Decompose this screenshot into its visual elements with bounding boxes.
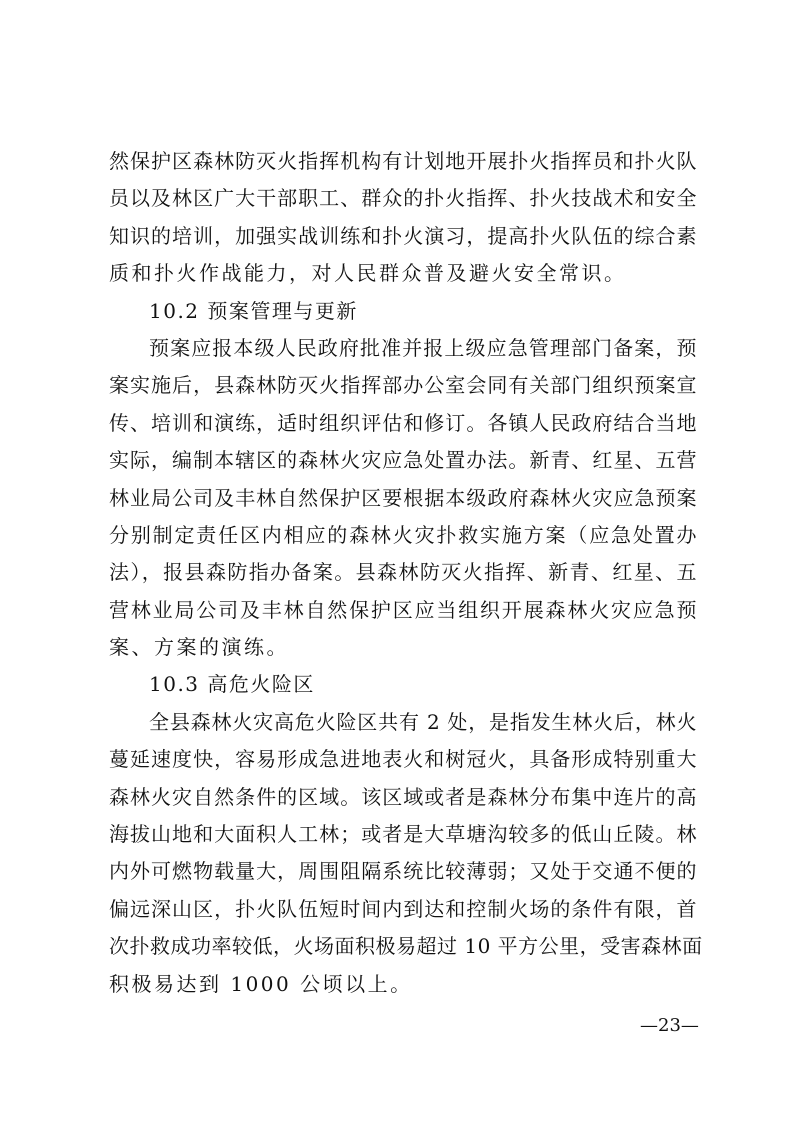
paragraph-line: 森林火灾自然条件的区域。该区域或者是森林分布集中连片的高	[109, 784, 697, 809]
paragraph-line: 知识的培训，加强实战训练和扑火演习，提高扑火队伍的综合素	[109, 223, 697, 248]
paragraph-line: 分别制定责任区内相应的森林火灾扑救实施方案（应急处置办	[109, 522, 697, 547]
paragraph-line: 次扑救成功率较低，火场面积极易超过 10 平方公里，受害森林面	[109, 934, 703, 959]
paragraph-line: 质和扑火作战能力，对人民群众普及避火安全常识。	[109, 261, 627, 286]
paragraph-line: 偏远深山区，扑火队伍短时间内到达和控制火场的条件有限，首	[109, 896, 697, 921]
paragraph-line: 内外可燃物载量大，周围阻隔系统比较薄弱；又处于交通不便的	[109, 859, 697, 884]
section-heading-10-2: 10.2 预案管理与更新	[149, 298, 358, 323]
paragraph-line: 法），报县森防指办备案。县森林防灭火指挥、新青、红星、五	[109, 560, 697, 585]
paragraph-line: 全县森林火灾高危火险区共有 2 处，是指发生林火后，林火	[149, 709, 697, 734]
paragraph-line: 蔓延速度快，容易形成急进地表火和树冠火，具备形成特别重大	[109, 747, 697, 772]
paragraph-line: 实际，编制本辖区的森林火灾应急处置办法。新青、红星、五营	[109, 448, 697, 473]
paragraph-line: 然保护区森林防灭火指挥机构有计划地开展扑火指挥员和扑火队	[109, 149, 697, 173]
paragraph-line: 传、培训和演练，适时组织评估和修订。各镇人民政府结合当地	[109, 410, 697, 435]
section-heading-10-3: 10.3 高危火险区	[149, 672, 315, 697]
paragraph-line: 员以及林区广大干部职工、群众的扑火指挥、扑火技战术和安全	[109, 186, 697, 211]
paragraph-line: 案、方案的演练。	[109, 635, 289, 660]
page-number: —23—	[640, 1015, 699, 1036]
paragraph-line: 积极易达到 1000 公顷以上。	[109, 971, 413, 996]
paragraph-line: 营林业局公司及丰林自然保护区应当组织开展森林火灾应急预	[109, 597, 697, 622]
body-text	[109, 143, 703, 1003]
paragraph-line: 林业局公司及丰林自然保护区要根据本级政府森林火灾应急预案	[109, 485, 697, 510]
paragraph-line: 海拔山地和大面积人工林；或者是大草塘沟较多的低山丘陵。林	[109, 822, 697, 847]
paragraph-line: 预案应报本级人民政府批准并报上级应急管理部门备案，预	[149, 335, 697, 360]
paragraph-line: 案实施后，县森林防灭火指挥部办公室会同有关部门组织预案宣	[109, 373, 697, 398]
